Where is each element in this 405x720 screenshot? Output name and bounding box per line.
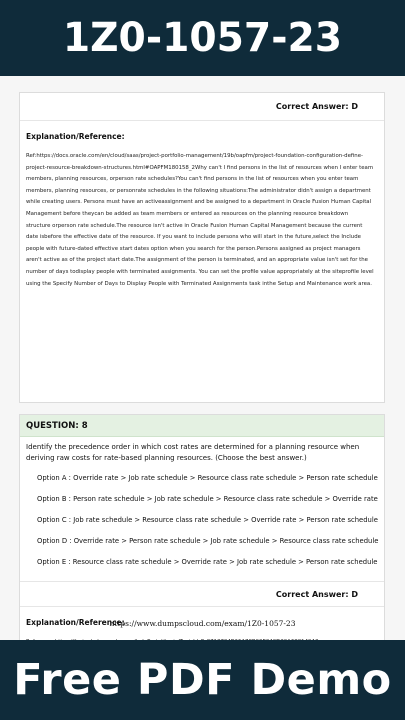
option-b[interactable]: Option B : Person rate schedule > Job rate schedule > Resource class rate schedule > Override rate: [37, 495, 378, 503]
top-banner: [0, 0, 405, 76]
correct-answer-label: Correct Answer: D: [275, 102, 358, 111]
option-d[interactable]: Option D : Override rate > Person rate schedule > Job rate schedule > Resource class rate schedule: [37, 537, 379, 545]
options-list: [37, 472, 384, 577]
free-pdf-demo-label: Free PDF Demo: [13, 655, 392, 705]
bottom-banner: [0, 640, 405, 720]
answer-card-previous: [19, 92, 385, 403]
exam-code-title: 1Z0-1057-23: [62, 15, 343, 61]
explanation-text: Ref:https://docs.oracle.com/en/cloud/saas/project-portfolio-management/19b/oapfm/project-foundation-configuration-define-project-resource-breakdown-structures.html#OAPFM180158_2Why can't I find persons in the list of resources when I enter team members, planning resources, orperson rate schedules?You can't find persons in the list of resources when you enter team members, planning resources, or personrate schedules in the following situations:The administrator didn't assign a department while creating users. Persons must have an activeassignment and be assigned to a department in Oracle Fusion Human Capital Management before theycan be added as team members or entered as resources on the planning resource breakdown structure orperson rate schedule.The resource isn't active in Oracle Fusion Human Capital Management because the current date isbefore the effective date of the resource. If you want to include persons who will start in the future,select the Include people with future-dated effective start dates option when you search for the person.Persons assigned as project managers aren't active as of the project start date.The assignment of the person is terminated, and an appropriate value isn't set for the number of days todisplay people with terminated assignments. You can set the profile value appropriately at the siteprofile level using the Specify Number of Days to Display People with Terminated Assignments task inthe Setup and Maintenance work area.: [26, 153, 374, 287]
option-a[interactable]: Option A : Override rate > Job rate schedule > Resource class rate schedule > Person rate schedule: [37, 474, 378, 482]
question-header: [20, 415, 384, 437]
correct-answer-label: Correct Answer: D: [275, 589, 358, 599]
question-card: [19, 414, 385, 654]
correct-answer-row: [20, 581, 384, 607]
explanation-title: Explanation/Reference:: [26, 132, 125, 141]
correct-answer-row: [20, 93, 384, 121]
question-label: QUESTION: 8: [26, 420, 88, 431]
source-url[interactable]: https://www.dumpscloud.com/exam/1Z0-1057-23: [109, 619, 296, 628]
option-c[interactable]: Option C : Job rate schedule > Resource class rate schedule > Override rate > Person rate schedule: [37, 516, 378, 524]
option-e[interactable]: Option E : Resource class rate schedule > Override rate > Job rate schedule > Person rate schedule: [37, 558, 378, 566]
explanation-title: Explanation/Reference:: [26, 618, 125, 627]
question-text: Identify the precedence order in which cost rates are determined for a planning resource when deriving raw costs for rate-based planning resources. (Choose the best answer.): [26, 443, 360, 462]
document-page: [0, 76, 405, 640]
